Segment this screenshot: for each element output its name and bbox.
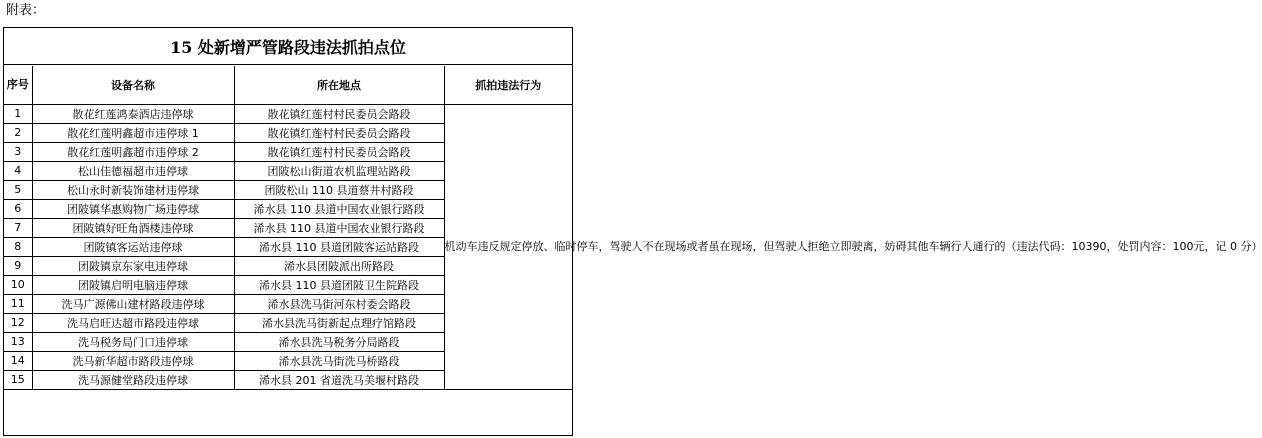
location: 浠水县 110 县道团陂卫生院路段 bbox=[234, 275, 444, 294]
location: 团陂松山 110 县道蔡井村路段 bbox=[234, 180, 444, 199]
row-number: 12 bbox=[4, 313, 32, 332]
location: 散花镇红莲村村民委员会路段 bbox=[234, 123, 444, 142]
violation-points-table bbox=[3, 27, 1262, 436]
row-number: 3 bbox=[4, 142, 32, 161]
header-row bbox=[4, 66, 572, 104]
device-name: 团陂镇华惠购物广场违停球 bbox=[32, 199, 234, 218]
data-grid bbox=[4, 66, 1262, 390]
device-name: 洗马税务局门口违停球 bbox=[32, 332, 234, 351]
location: 散花镇红莲村村民委员会路段 bbox=[234, 142, 444, 161]
row-number: 2 bbox=[4, 123, 32, 142]
device-name: 洗马新华超市路段违停球 bbox=[32, 351, 234, 370]
row-number: 9 bbox=[4, 256, 32, 275]
row-number: 8 bbox=[4, 237, 32, 256]
row-number: 5 bbox=[4, 180, 32, 199]
row-number: 10 bbox=[4, 275, 32, 294]
row-number: 6 bbox=[4, 199, 32, 218]
header-location: 所在地点 bbox=[234, 66, 444, 104]
row-number: 14 bbox=[4, 351, 32, 370]
device-name: 洗马启旺达超市路段违停球 bbox=[32, 313, 234, 332]
location: 浠水县洗马街新起点理疗馆路段 bbox=[234, 313, 444, 332]
location: 浠水县洗马街河东村委会路段 bbox=[234, 294, 444, 313]
row-number: 13 bbox=[4, 332, 32, 351]
header-seq: 序号 bbox=[4, 66, 32, 104]
device-name: 团陂镇启明电脑违停球 bbox=[32, 275, 234, 294]
device-name: 团陂镇京东家电违停球 bbox=[32, 256, 234, 275]
header-device: 设备名称 bbox=[32, 66, 234, 104]
table-row bbox=[4, 104, 572, 123]
location: 散花镇红莲村村民委员会路段 bbox=[234, 104, 444, 123]
device-name: 团陂镇客运站违停球 bbox=[32, 237, 234, 256]
location: 浠水县团陂派出所路段 bbox=[234, 256, 444, 275]
location: 团陂松山街道农机监理站路段 bbox=[234, 161, 444, 180]
location: 浠水县 201 省道洗马美堰村路段 bbox=[234, 370, 444, 389]
row-number: 1 bbox=[4, 104, 32, 123]
row-number: 11 bbox=[4, 294, 32, 313]
device-name: 散花红莲明鑫超市违停球 2 bbox=[32, 142, 234, 161]
attachment-label: 附表： bbox=[6, 3, 46, 18]
location: 浠水县洗马街洗马桥路段 bbox=[234, 351, 444, 370]
device-name: 洗马广源佛山建材路段违停球 bbox=[32, 294, 234, 313]
device-name: 团陂镇好旺角酒楼违停球 bbox=[32, 218, 234, 237]
location: 浠水县洗马税务分局路段 bbox=[234, 332, 444, 351]
device-name: 散花红莲鸿泰酒店违停球 bbox=[32, 104, 234, 123]
row-number: 7 bbox=[4, 218, 32, 237]
header-behavior: 抓拍违法行为 bbox=[444, 66, 572, 104]
device-name: 松山永时新装饰建材违停球 bbox=[32, 180, 234, 199]
device-name: 洗马源健堂路段违停球 bbox=[32, 370, 234, 389]
device-name: 松山佳德福超市违停球 bbox=[32, 161, 234, 180]
violation-behavior: 机动车违反规定停放、临时停车，驾驶人不在现场或者虽在现场，但驾驶人拒绝立即驶离，妨碍其他车辆行人通行的（违法代码：10390，处罚内容：100元，记 0 分） bbox=[444, 104, 572, 389]
location: 浠水县 110 县道团陂客运站路段 bbox=[234, 237, 444, 256]
table-title: 15 处新增严管路段违法抓拍点位 bbox=[4, 28, 572, 65]
location: 浠水县 110 县道中国农业银行路段 bbox=[234, 199, 444, 218]
row-number: 4 bbox=[4, 161, 32, 180]
row-number: 15 bbox=[4, 370, 32, 389]
device-name: 散花红莲明鑫超市违停球 1 bbox=[32, 123, 234, 142]
location: 浠水县 110 县道中国农业银行路段 bbox=[234, 218, 444, 237]
